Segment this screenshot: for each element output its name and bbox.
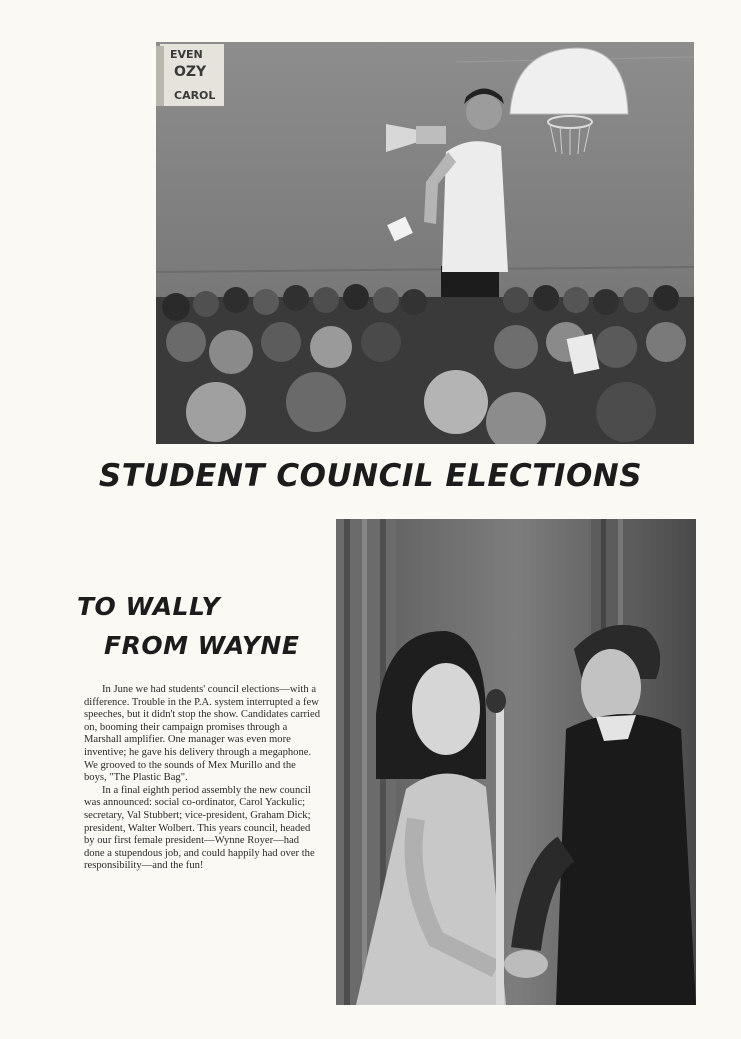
sign-line-3: CAROL bbox=[174, 89, 216, 102]
article-body bbox=[84, 684, 320, 873]
sign-line-1: EVEN bbox=[170, 48, 203, 61]
crowd bbox=[156, 284, 694, 444]
article-paragraph-1: In June we had students' council elections—with a difference. Trouble in the P.A. system interrupted a few speeches, but it didn't stop the show. Candidates carried on, booming their campaign promises through a Marshall amplifier. One manager was even more inventive; he gave his delivery through a megaphone. We grooved to the sounds of Mex Murillo and the boys, "The Plastic Bag". bbox=[84, 684, 320, 784]
subhead-line-2: FROM WAYNE bbox=[104, 631, 300, 660]
bottom-photo bbox=[336, 519, 696, 1005]
handshake bbox=[504, 950, 548, 978]
subhead-line-1: TO WALLY bbox=[77, 592, 221, 621]
sign-line-2: OZY bbox=[174, 64, 207, 80]
page-headline: STUDENT COUNCIL ELECTIONS bbox=[98, 458, 643, 494]
article-paragraph-2: In a final eighth period assembly the new council was announced: social co-ordinator, Carol Yackulic; secretary, Val Stubbert; vice-president, Graham Dick; president, Walter Wolbert. This years council, headed by our first female president—Wynne Royer—had done a stupendous job, and could happily had over the responsibility—and the fun! bbox=[84, 784, 315, 872]
top-photo bbox=[156, 42, 694, 444]
campaign-sign bbox=[156, 44, 224, 106]
